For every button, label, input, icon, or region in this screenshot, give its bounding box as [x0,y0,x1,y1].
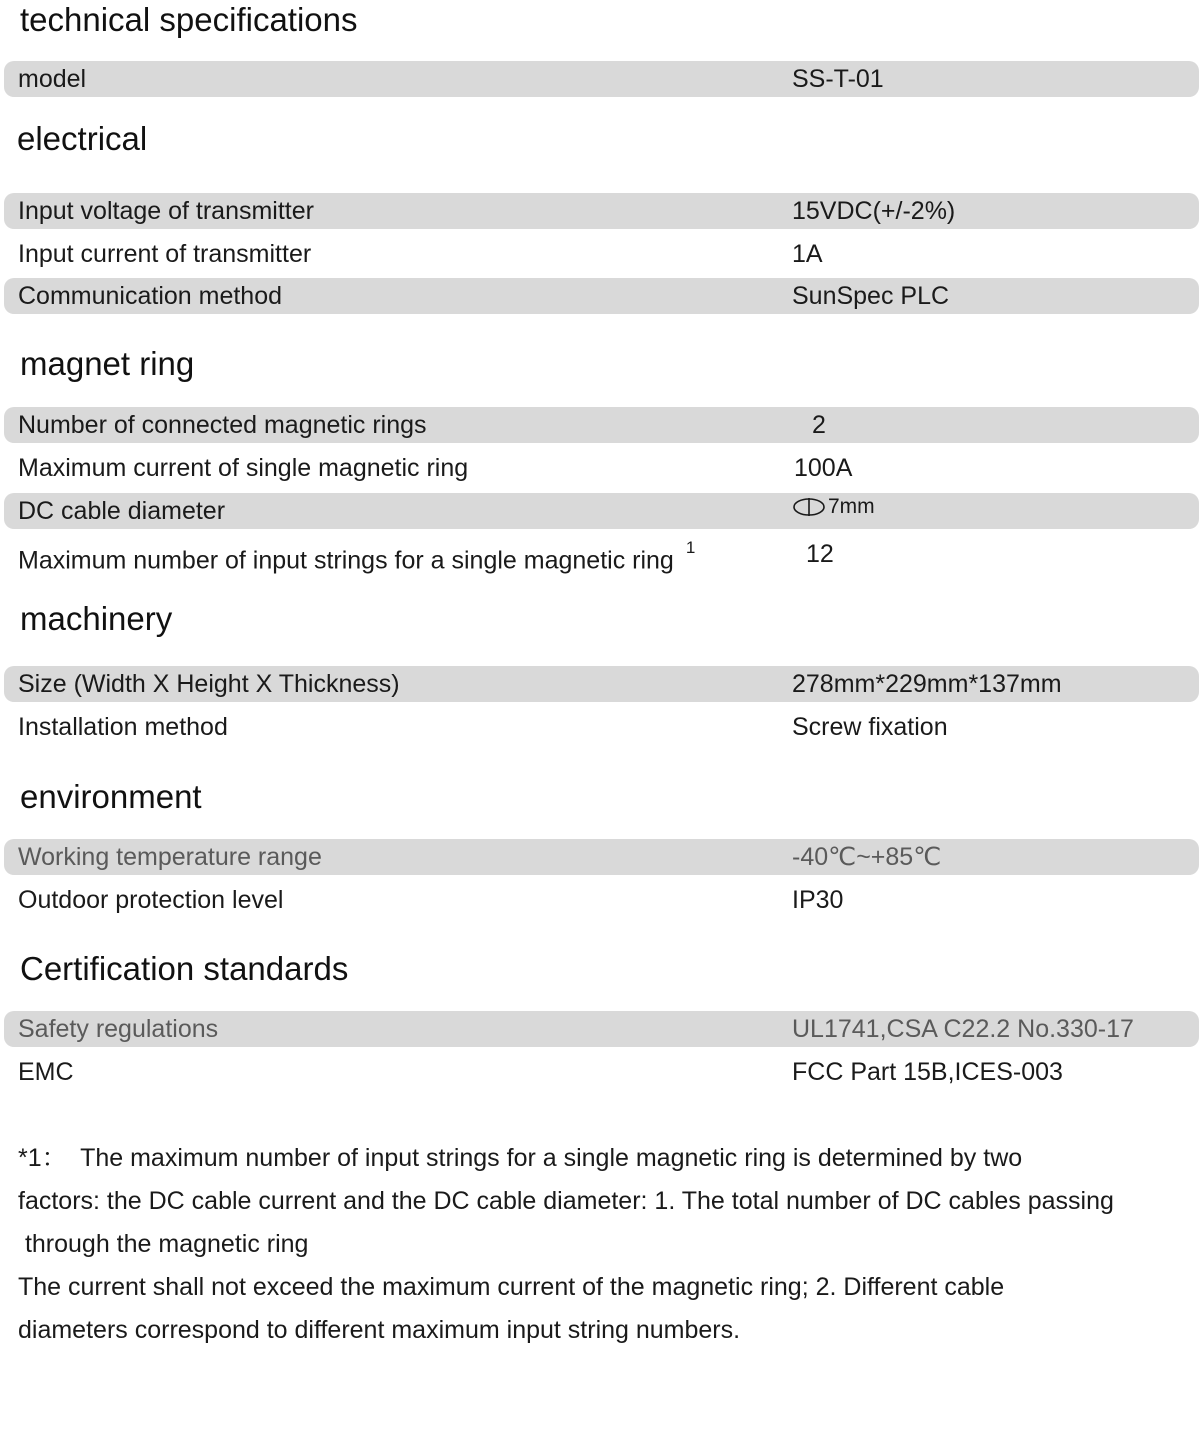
spec-label: model [18,65,87,93]
spec-label: Working temperature range [18,843,322,871]
spec-row [4,1054,1199,1090]
spec-value [792,489,875,525]
page-title: technical specifications [20,1,358,38]
spec-value: UL1741,CSA C22.2 No.330-17 [792,1015,1134,1043]
spec-row [4,536,1199,575]
spec-value: IP30 [792,886,844,914]
spec-value: SS-T-01 [792,65,884,93]
spec-label-text: Maximum number of input strings for a single magnetic ring [18,546,674,575]
spec-label: Maximum current of single magnetic ring [18,454,469,482]
spec-value-text: 7mm [828,495,875,518]
spec-value: 12 [806,540,834,568]
spec-label [18,536,695,578]
spec-row [4,193,1199,229]
spec-label: EMC [18,1058,74,1086]
footnote-line: *1： The maximum number of input strings for a single magnetic ring is determined by two [18,1144,1023,1172]
spec-label: Installation method [18,713,228,741]
section-heading-machinery: machinery [20,600,173,637]
spec-label: Number of connected magnetic rings [18,411,427,439]
spec-value: 278mm*229mm*137mm [792,670,1062,698]
section-heading-electrical: electrical [17,120,148,157]
spec-row-model [4,61,1199,97]
section-heading-environment: environment [20,778,202,815]
spec-value: -40℃~+85℃ [792,843,942,871]
spec-value: 15VDC(+/-2%) [792,197,956,225]
spec-label: Communication method [18,282,283,310]
footnote-line: diameters correspond to different maximum input string numbers. [18,1316,741,1344]
spec-label: Size (Width X Height X Thickness) [18,670,400,698]
spec-label: Safety regulations [18,1015,219,1043]
spec-value: FCC Part 15B,ICES-003 [792,1058,1063,1086]
spec-value: 1A [792,240,823,268]
section-heading-magnet-ring: magnet ring [20,345,195,382]
footnote-line: through the magnetic ring [18,1230,309,1258]
footnote-line: factors: the DC cable current and the DC cable diameter: 1. The total number of DC cables passing [18,1187,1114,1215]
section-heading-certification: Certification standards [20,950,349,987]
spec-value: 2 [812,411,826,439]
spec-row [4,493,1199,529]
spec-value: SunSpec PLC [792,282,950,310]
footnote-text [18,1137,1178,1352]
spec-label: Input voltage of transmitter [18,197,314,225]
spec-row [4,407,1199,443]
spec-row [4,882,1199,918]
spec-row [4,1011,1199,1047]
diameter-icon [792,497,826,517]
spec-row [4,839,1199,875]
spec-row [4,666,1199,702]
spec-row [4,709,1199,745]
spec-row [4,278,1199,314]
footnote-marker: 1 [685,538,696,557]
spec-label: Input current of transmitter [18,240,312,268]
spec-label: DC cable diameter [18,497,226,525]
spec-row [4,236,1199,272]
spec-value: 100A [794,454,853,482]
spec-value: Screw fixation [792,713,948,741]
spec-row [4,450,1199,486]
spec-label: Outdoor protection level [18,886,284,914]
footnote-line: The current shall not exceed the maximum current of the magnetic ring; 2. Different cable [18,1273,1005,1301]
